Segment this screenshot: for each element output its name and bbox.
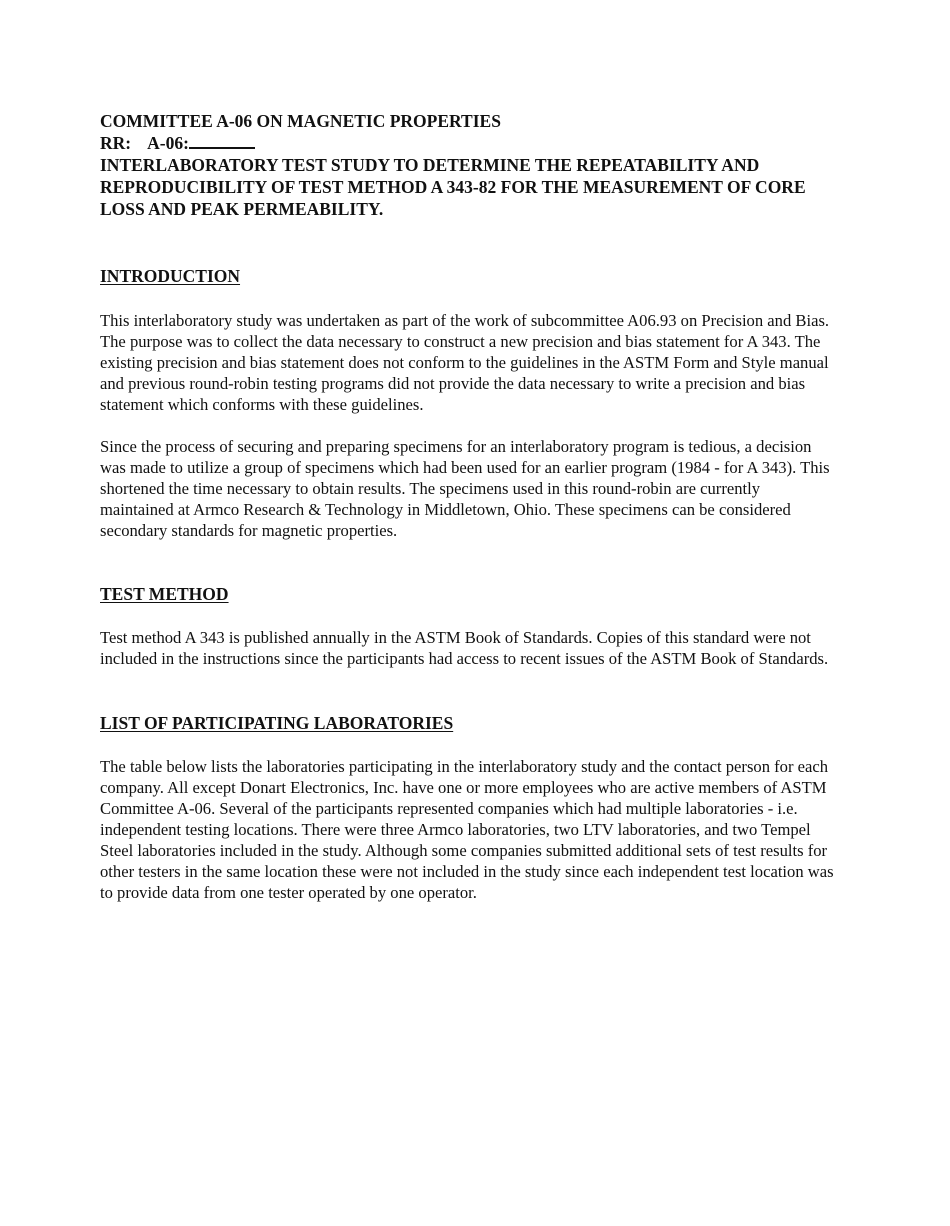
participating-labs-paragraph: The table below lists the laboratories participating in the interlaboratory study and the contact person for each company. All except Donart Electronics, Inc. have one or more employees who are active members of ASTM Committee A-06. Several of the participants represented companies which had multiple laboratories - i.e. independent testing locations. There were three Armco laboratories, two LTV laboratories, and two Tempel Steel laboratories included in the study. Although some companies submitted additional sets of test results for other testers in the same location these were not included in the study since each independent test location was to provide data from one tester operated by one operator. bbox=[100, 757, 834, 902]
rr-label: RR: bbox=[100, 133, 132, 153]
document-title: INTERLABORATORY TEST STUDY TO DETERMINE THE REPEATABILITY AND REPRODUCIBILITY OF TEST METHOD A 343-82 FOR THE MEASUREMENT OF CORE LOSS AND PEAK PERMEABILITY. bbox=[100, 155, 806, 219]
committee-heading: COMMITTEE A-06 ON MAGNETIC PROPERTIES bbox=[100, 111, 501, 131]
participating-labs-heading: LIST OF PARTICIPATING LABORATORIES bbox=[100, 713, 454, 733]
test-method-heading: TEST METHOD bbox=[100, 584, 229, 604]
test-method-paragraph: Test method A 343 is published annually in the ASTM Book of Standards. Copies of this standard were not included in the instructions since the participants had access to recent issues of the ASTM Book of Standards. bbox=[100, 628, 829, 668]
rr-blank-underline bbox=[189, 133, 255, 149]
introduction-paragraph: Since the process of securing and preparing specimens for an interlaboratory program is tedious, a decision was made to utilize a group of specimens which had been used for an earlier program (1984 - for A 343). This shortened the time necessary to obtain results. The specimens used in this round-robin are currently maintained at Armco Research & Technology in Middletown, Ohio. These specimens can be considered secondary standards for magnetic properties. bbox=[100, 437, 830, 540]
introduction-paragraph: This interlaboratory study was undertaken as part of the work of subcommittee A06.93 on Precision and Bias. The purpose was to collect the data necessary to construct a new precision and bias statement for A 343. The existing precision and bias statement does not conform to the guidelines in the ASTM Form and Style manual and previous round-robin testing programs did not provide the data necessary to write a precision and bias statement which conforms with these guidelines. bbox=[100, 311, 830, 414]
rr-number: A-06: bbox=[147, 133, 189, 153]
introduction-heading: INTRODUCTION bbox=[100, 266, 241, 286]
document-page bbox=[100, 110, 835, 903]
rr-line bbox=[100, 132, 835, 154]
